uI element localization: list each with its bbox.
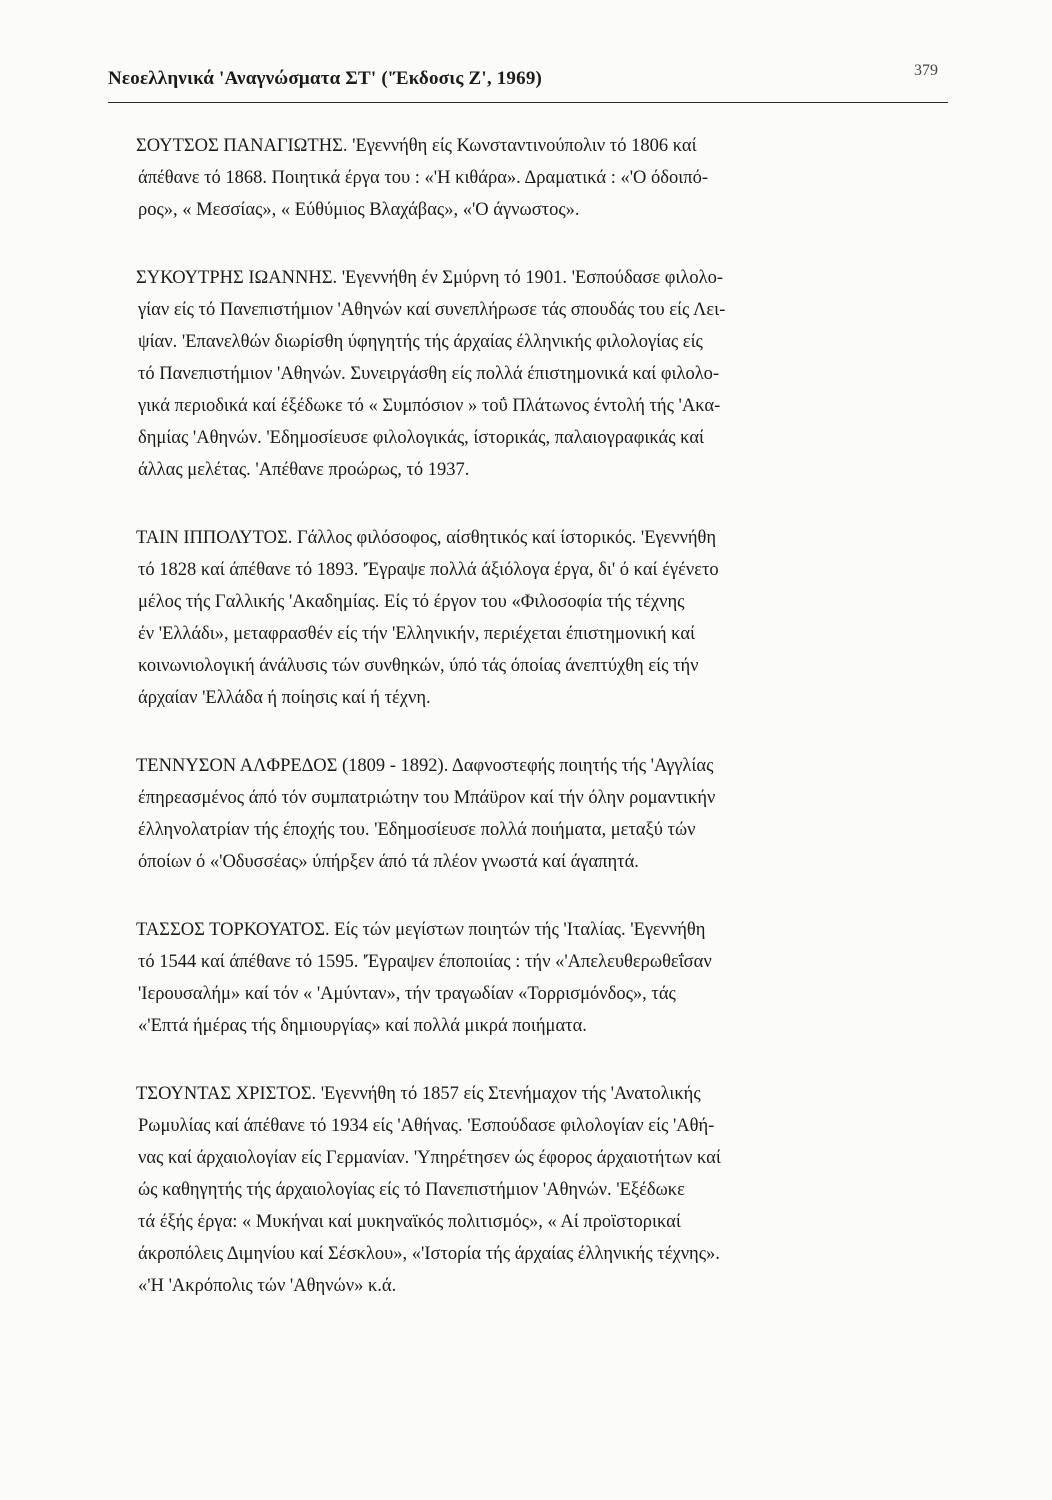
entry-line: νας καί άρχαιολογίαν είς Γερμανίαν. 'Υπηρέτησεν ώς έφορος άρχαιοτήτων καί — [138, 1148, 721, 1168]
entry-line: ΤΕΝΝΥΣΟΝ ΑΛΦΡΕΔΟΣ (1809 - 1892). Δαφνοστεφής ποιητής τής 'Αγγλίας — [136, 756, 714, 776]
entry-line: ΤΑΣΣΟΣ ΤΟΡΚΟΥΑΤΟΣ. Είς τών μεγίστων ποιητών τής 'Ιταλίας. 'Εγεννήθη — [136, 920, 706, 940]
entry-line: έν 'Ελλάδι», μεταφρασθέν είς τήν 'Ελληνικήν, περιέχεται έπιστημονική καί — [138, 624, 695, 644]
entries-list — [136, 130, 954, 1338]
entry-line: 'Ιερουσαλήμ» καί τόν « 'Αμύνταν», τήν τραγωδίαν «Τορρισμόνδος», τάς — [138, 984, 676, 1004]
entry-line: τό 1544 καί άπέθανε τό 1595. 'Έγραψεν έποποιίας : τήν «'Απελευθερωθεΐσαν — [138, 952, 712, 972]
entry-tennyson — [136, 750, 954, 878]
entry-tsountas — [136, 1078, 954, 1302]
entry-line: ΣΟΥΤΣΟΣ ΠΑΝΑΓΙΩΤΗΣ. 'Εγεννήθη είς Κωνσταντινούπολιν τό 1806 καί — [136, 136, 697, 156]
entry-line: κοινωνιολογική άνάλυσις τών συνθηκών, ύπό τάς όποίας άνεπτύχθη είς τήν — [138, 656, 699, 676]
entry-line: άρχαίαν 'Ελλάδα ή ποίησις καί ή τέχνη. — [138, 688, 431, 708]
entry-line: «'Επτά ήμέρας τής δημιουργίας» καί πολλά μικρά ποιήματα. — [138, 1016, 587, 1036]
entry-line: ΤΣΟΥΝΤΑΣ ΧΡΙΣΤΟΣ. 'Εγεννήθη τό 1857 είς Στενήμαχον τής 'Ανατολικής — [136, 1084, 701, 1104]
entry-line: άπέθανε τό 1868. Ποιητικά έργα του : «'Η κιθάρα». Δραματικά : «'Ο όδοιπό- — [138, 168, 708, 188]
entry-soutsos — [136, 130, 954, 226]
entry-line: ΣΥΚΟΥΤΡΗΣ ΙΩΑΝΝΗΣ. 'Εγεννήθη έν Σμύρνη τό 1901. 'Εσπούδασε φιλολο- — [136, 268, 723, 288]
running-header — [108, 62, 948, 102]
entry-line: ρος», « Μεσσίας», « Εύθύμιος Βλαχάβας», «'Ο άγνωστος». — [138, 200, 580, 220]
entry-line: τό Πανεπιστήμιον 'Αθηνών. Συνειργάσθη είς πολλά έπιστημονικά καί φιλολο- — [138, 364, 720, 384]
entry-line: γίαν είς τό Πανεπιστήμιον 'Αθηνών καί συνεπλήρωσε τάς σπουδάς του είς Λει- — [138, 300, 726, 320]
entry-line: έλληνολατρίαν τής έποχής του. 'Εδημοσίευσε πολλά ποιήματα, μεταξύ τών — [138, 820, 696, 840]
entry-line: τά έξής έργα: « Μυκήναι καί μυκηναϊκός πολιτισμός», « Αί προϊστορικαί — [138, 1212, 681, 1232]
entry-line: όποίων ό «'Οδυσσέας» ύπήρξεν άπό τά πλέον γνωστά καί άγαπητά. — [138, 852, 639, 872]
entry-line: «'Η 'Ακρόπολις τών 'Αθηνών» κ.ά. — [138, 1276, 397, 1296]
entry-line: άκροπόλεις Διμηνίου καί Σέσκλου», «'Ιστορία τής άρχαίας έλληνικής τέχνης». — [138, 1244, 720, 1264]
entry-line: μέλος τής Γαλλικής 'Ακαδημίας. Είς τό έργον του «Φιλοσοφία τής τέχνης — [138, 592, 685, 612]
entry-line: δημίας 'Αθηνών. 'Εδημοσίευσε φιλολογικάς, ίστορικάς, παλαιογραφικάς καί — [138, 428, 705, 448]
entry-line: ώς καθηγητής τής άρχαιολογίας είς τό Πανεπιστήμιον 'Αθηνών. 'Εξέδωκε — [138, 1180, 685, 1200]
entry-line: Ρωμυλίας καί άπέθανε τό 1934 είς 'Αθήνας. 'Εσπούδασε φιλολογίαν είς 'Αθή- — [138, 1116, 715, 1136]
entry-line: τό 1828 καί άπέθανε τό 1893. 'Έγραψε πολλά άξιόλογα έργα, δι' ό καί έγένετο — [138, 560, 719, 580]
entry-line: άλλας μελέτας. 'Απέθανε προώρως, τό 1937. — [138, 460, 470, 480]
entry-tain — [136, 522, 954, 714]
entry-line: έπηρεασμένος άπό τόν συμπατριώτην του Μπάϋρον καί τήν όλην ρομαντικήν — [138, 788, 716, 808]
header-rule — [108, 102, 948, 103]
header-title: Νεοελληνικά 'Αναγνώσματα ΣΤ' ('Έκδοσις Ζ', 1969) — [108, 68, 543, 89]
entry-line: γικά περιοδικά καί έξέδωκε τό « Συμπόσιον » τοΰ Πλάτωνος έντολή τής 'Ακα- — [138, 396, 721, 416]
page-number: 379 — [914, 62, 938, 79]
entry-line: ΤΑΙΝ ΙΠΠΟΛΥΤΟΣ. Γάλλος φιλόσοφος, αίσθητικός καί ίστορικός. 'Εγεννήθη — [136, 528, 717, 548]
entry-tasso — [136, 914, 954, 1042]
entry-line: ψίαν. 'Επανελθών διωρίσθη ύφηγητής τής άρχαίας έλληνικής φιλολογίας είς — [138, 332, 703, 352]
entry-sykoutris — [136, 262, 954, 486]
